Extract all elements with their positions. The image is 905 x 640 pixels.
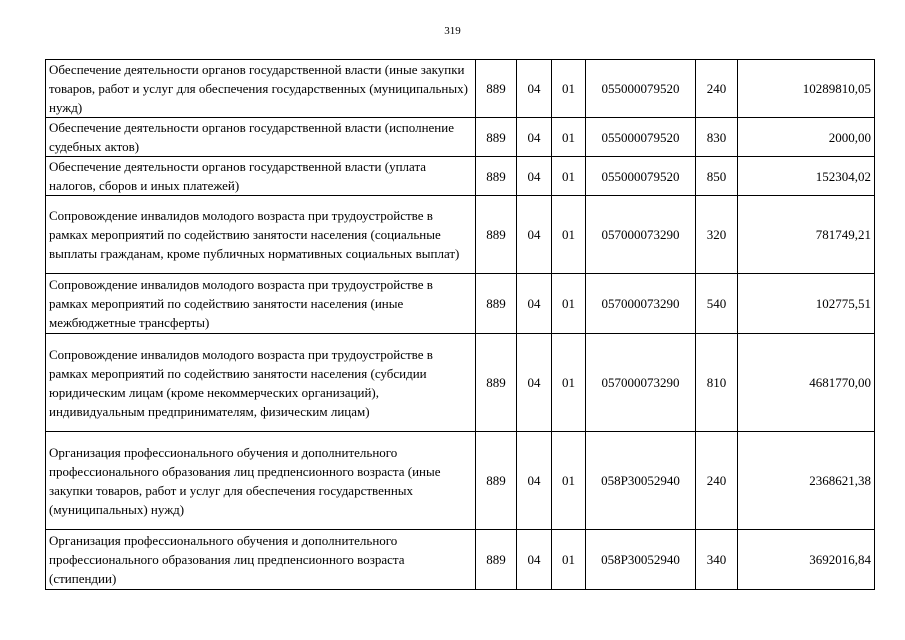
row-grbs-code: 889 bbox=[476, 432, 517, 530]
table-row bbox=[46, 274, 875, 334]
row-grbs-code: 889 bbox=[476, 118, 517, 157]
row-subsection: 01 bbox=[552, 157, 586, 196]
row-target-article: 057000073290 bbox=[586, 274, 696, 334]
page-number: 319 bbox=[444, 25, 461, 37]
table-row bbox=[46, 118, 875, 157]
row-subsection: 01 bbox=[552, 274, 586, 334]
table-row bbox=[46, 432, 875, 530]
row-expense-type: 320 bbox=[696, 196, 738, 274]
budget-table bbox=[45, 59, 875, 590]
row-expense-type: 540 bbox=[696, 274, 738, 334]
row-subsection: 01 bbox=[552, 60, 586, 118]
row-section: 04 bbox=[517, 60, 552, 118]
row-amount: 3692016,84 bbox=[738, 530, 875, 590]
row-amount: 781749,21 bbox=[738, 196, 875, 274]
row-amount: 152304,02 bbox=[738, 157, 875, 196]
row-amount: 102775,51 bbox=[738, 274, 875, 334]
row-amount: 2368621,38 bbox=[738, 432, 875, 530]
table-row bbox=[46, 530, 875, 590]
row-subsection: 01 bbox=[552, 334, 586, 432]
row-subsection: 01 bbox=[552, 196, 586, 274]
row-section: 04 bbox=[517, 530, 552, 590]
row-description: Сопровождение инвалидов молодого возраста при трудоустройстве в рамках мероприятий по содействию занятости населения (субсидии юридическим лицам (кроме некоммерческих организаций), индивидуальным предпринимателям, физическим лицам) bbox=[46, 334, 476, 432]
row-grbs-code: 889 bbox=[476, 530, 517, 590]
row-section: 04 bbox=[517, 196, 552, 274]
row-grbs-code: 889 bbox=[476, 274, 517, 334]
row-amount: 10289810,05 bbox=[738, 60, 875, 118]
row-subsection: 01 bbox=[552, 118, 586, 157]
row-target-article: 057000073290 bbox=[586, 334, 696, 432]
table-row bbox=[46, 334, 875, 432]
row-section: 04 bbox=[517, 334, 552, 432]
row-description: Обеспечение деятельности органов государственной власти (иные закупки товаров, работ и услуг для обеспечения государственных (муниципальных) нужд) bbox=[46, 60, 476, 118]
row-subsection: 01 bbox=[552, 530, 586, 590]
row-description: Организация профессионального обучения и дополнительного профессионального образования лиц предпенсионного возраста (стипендии) bbox=[46, 530, 476, 590]
row-expense-type: 340 bbox=[696, 530, 738, 590]
row-section: 04 bbox=[517, 274, 552, 334]
row-section: 04 bbox=[517, 118, 552, 157]
table-row bbox=[46, 196, 875, 274]
row-description: Сопровождение инвалидов молодого возраста при трудоустройстве в рамках мероприятий по содействию занятости населения (иные межбюджетные трансферты) bbox=[46, 274, 476, 334]
row-amount: 4681770,00 bbox=[738, 334, 875, 432]
row-expense-type: 240 bbox=[696, 432, 738, 530]
row-target-article: 055000079520 bbox=[586, 60, 696, 118]
row-target-article: 058P30052940 bbox=[586, 432, 696, 530]
row-description: Обеспечение деятельности органов государственной власти (исполнение судебных актов) bbox=[46, 118, 476, 157]
row-section: 04 bbox=[517, 432, 552, 530]
row-description: Сопровождение инвалидов молодого возраста при трудоустройстве в рамках мероприятий по содействию занятости населения (социальные выплаты гражданам, кроме публичных нормативных социальных выплат) bbox=[46, 196, 476, 274]
table-row bbox=[46, 157, 875, 196]
row-expense-type: 240 bbox=[696, 60, 738, 118]
row-amount: 2000,00 bbox=[738, 118, 875, 157]
row-expense-type: 850 bbox=[696, 157, 738, 196]
row-target-article: 057000073290 bbox=[586, 196, 696, 274]
row-expense-type: 810 bbox=[696, 334, 738, 432]
row-grbs-code: 889 bbox=[476, 196, 517, 274]
row-target-article: 055000079520 bbox=[586, 157, 696, 196]
row-target-article: 058P30052940 bbox=[586, 530, 696, 590]
row-grbs-code: 889 bbox=[476, 157, 517, 196]
row-section: 04 bbox=[517, 157, 552, 196]
row-grbs-code: 889 bbox=[476, 60, 517, 118]
row-subsection: 01 bbox=[552, 432, 586, 530]
row-target-article: 055000079520 bbox=[586, 118, 696, 157]
row-grbs-code: 889 bbox=[476, 334, 517, 432]
row-expense-type: 830 bbox=[696, 118, 738, 157]
table-row bbox=[46, 60, 875, 118]
row-description: Организация профессионального обучения и дополнительного профессионального образования лиц предпенсионного возраста (иные закупки товаров, работ и услуг для обеспечения государственных (муниципальных) нужд) bbox=[46, 432, 476, 530]
row-description: Обеспечение деятельности органов государственной власти (уплата налогов, сборов и иных платежей) bbox=[46, 157, 476, 196]
